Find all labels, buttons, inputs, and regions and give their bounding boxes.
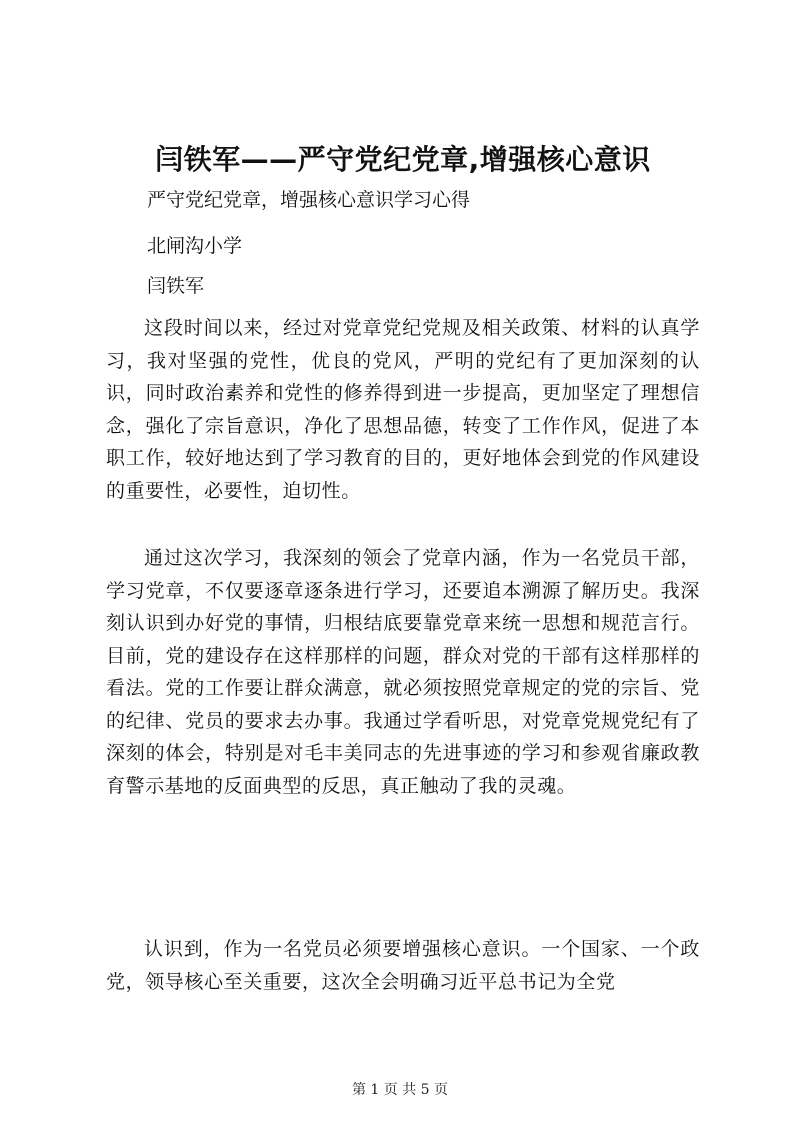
- author-name: 闫铁军: [147, 275, 205, 297]
- page-number-footer: 第 1 页 共 5 页: [351, 1082, 449, 1098]
- document-title: 闫铁军——严守党纪党章,增强核心意识: [155, 143, 651, 176]
- school-name: 北闸沟小学: [147, 235, 243, 257]
- paragraph-2: 通过这次学习，我深刻的领会了党章内涵，作为一名党员干部，学习党章，不仅要逐章逐条进行学习，还要追本溯源了解历史。我深刻认识到办好党的事情，归根结底要靠党章来统一思想和规范言行。目前，党的建设存在这样那样的问题，群众对党的干部有这样那样的看法。党的工作要让群众满意，就必须按照党章规定的党的宗旨、党的纪律、党员的要求去办事。我通过学看听思，对党章党规党纪有了深刻的体会，特别是对毛丰美同志的先进事迹的学习和参观省廉政教育警示基地的反面典型的反思，真正触动了我的灵魂。: [106, 547, 700, 797]
- paragraph-3: 认识到，作为一名党员必须要增强核心意识。一个国家、一个政党，领导核心至关重要，这次全会明确习近平总书记为全党: [106, 938, 700, 993]
- document-subtitle: 严守党纪党章，增强核心意识学习心得: [147, 189, 471, 211]
- paragraph-1: 这段时间以来，经过对党章党纪党规及相关政策、材料的认真学习，我对坚强的党性，优良的党风，严明的党纪有了更加深刻的认识，同时政治素养和党性的修养得到进一步提高，更加坚定了理想信念，强化了宗旨意识，净化了思想品德，转变了工作作风，促进了本职工作，较好地达到了学习教育的目的，更好地体会到党的作风建设的重要性，必要性，迫切性。: [106, 317, 700, 502]
